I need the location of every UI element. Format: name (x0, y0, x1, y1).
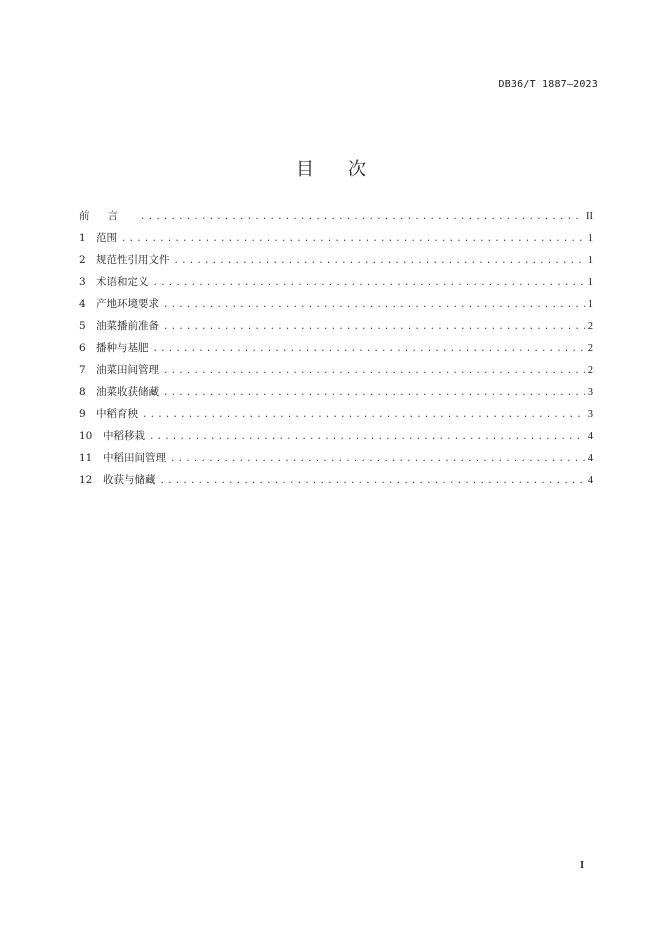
toc-entry-scope[interactable] (79, 231, 593, 253)
document-code: DB36/T 1887—2023 (498, 79, 598, 90)
toc-entry-number: 2 (79, 254, 86, 266)
toc-entry-label: 中稻育秧 (96, 408, 138, 420)
toc-entry-rapeseed-harvest-storage[interactable] (79, 385, 593, 407)
toc-entry-page: 1 (587, 233, 593, 244)
toc-entry-page: 1 (587, 299, 593, 310)
toc-entry-number: 3 (79, 276, 86, 288)
toc-leader-dots (170, 452, 585, 466)
toc-entry-label: 前言 (79, 210, 136, 222)
toc-leader-dots (142, 408, 585, 422)
toc-leader-dots (140, 210, 583, 224)
toc-entry-label: 油菜播前准备 (96, 320, 159, 332)
toc-leader-dots (163, 386, 585, 400)
toc-entry-label: 播种与基肥 (96, 342, 149, 354)
toc-entry-number: 7 (79, 364, 86, 376)
toc-entry-rice-transplanting[interactable] (79, 429, 593, 451)
toc-entry-harvest-storage[interactable] (79, 473, 593, 495)
toc-entry-label: 术语和定义 (96, 276, 149, 288)
toc-entry-number: 4 (79, 298, 86, 310)
toc-entry-foreword[interactable] (79, 209, 593, 231)
page-number: I (580, 860, 584, 871)
toc-entry-number: 12 (79, 474, 93, 486)
toc-leader-dots (153, 342, 585, 356)
toc-leader-dots (174, 254, 585, 268)
toc-entry-number: 10 (79, 430, 93, 442)
toc-entry-number: 11 (79, 452, 93, 464)
toc-entry-normative-references[interactable] (79, 253, 593, 275)
toc-leader-dots (121, 232, 585, 246)
toc-entry-page: 4 (587, 453, 593, 464)
toc-entry-page: 3 (587, 387, 593, 398)
toc-entry-number: 1 (79, 232, 86, 244)
toc-entry-label: 规范性引用文件 (96, 254, 170, 266)
toc-entry-label: 中稻田间管理 (103, 452, 166, 464)
toc-entry-rapeseed-presowing[interactable] (79, 319, 593, 341)
toc-entry-page: 1 (587, 255, 593, 266)
toc-title-part2: 次 (348, 159, 366, 180)
toc-entry-sowing-base-fertilizer[interactable] (79, 341, 593, 363)
table-of-contents (79, 209, 593, 495)
toc-entry-environment-requirements[interactable] (79, 297, 593, 319)
toc-entry-label: 中稻移栽 (103, 430, 145, 442)
toc-entry-terms-definitions[interactable] (79, 275, 593, 297)
toc-entry-number: 8 (79, 386, 86, 398)
toc-entry-label: 油菜田间管理 (96, 364, 159, 376)
toc-entry-page: 2 (587, 321, 593, 332)
toc-entry-page: II (586, 211, 593, 222)
toc-leader-dots (160, 474, 585, 488)
toc-entry-rice-seedling[interactable] (79, 407, 593, 429)
toc-entry-page: 1 (587, 277, 593, 288)
toc-entry-label: 收获与储藏 (103, 474, 156, 486)
toc-entry-rice-field-management[interactable] (79, 451, 593, 473)
toc-entry-label: 范围 (96, 232, 117, 244)
toc-entry-page: 4 (587, 431, 593, 442)
toc-leader-dots (149, 430, 585, 444)
toc-entry-number: 9 (79, 408, 86, 420)
toc-entry-label: 油菜收获储藏 (96, 386, 159, 398)
toc-title-part1: 目 (296, 159, 314, 180)
toc-entry-page: 2 (587, 365, 593, 376)
toc-entry-rapeseed-field-management[interactable] (79, 363, 593, 385)
toc-entry-number: 6 (79, 342, 86, 354)
toc-leader-dots (163, 364, 585, 378)
toc-leader-dots (153, 276, 585, 290)
toc-entry-number: 5 (79, 320, 86, 332)
toc-entry-page: 4 (587, 475, 593, 486)
toc-entry-label: 产地环境要求 (96, 298, 159, 310)
toc-leader-dots (163, 320, 585, 334)
toc-entry-page: 2 (587, 343, 593, 354)
toc-entry-page: 3 (587, 409, 593, 420)
toc-title (0, 155, 662, 181)
toc-leader-dots (163, 298, 585, 312)
